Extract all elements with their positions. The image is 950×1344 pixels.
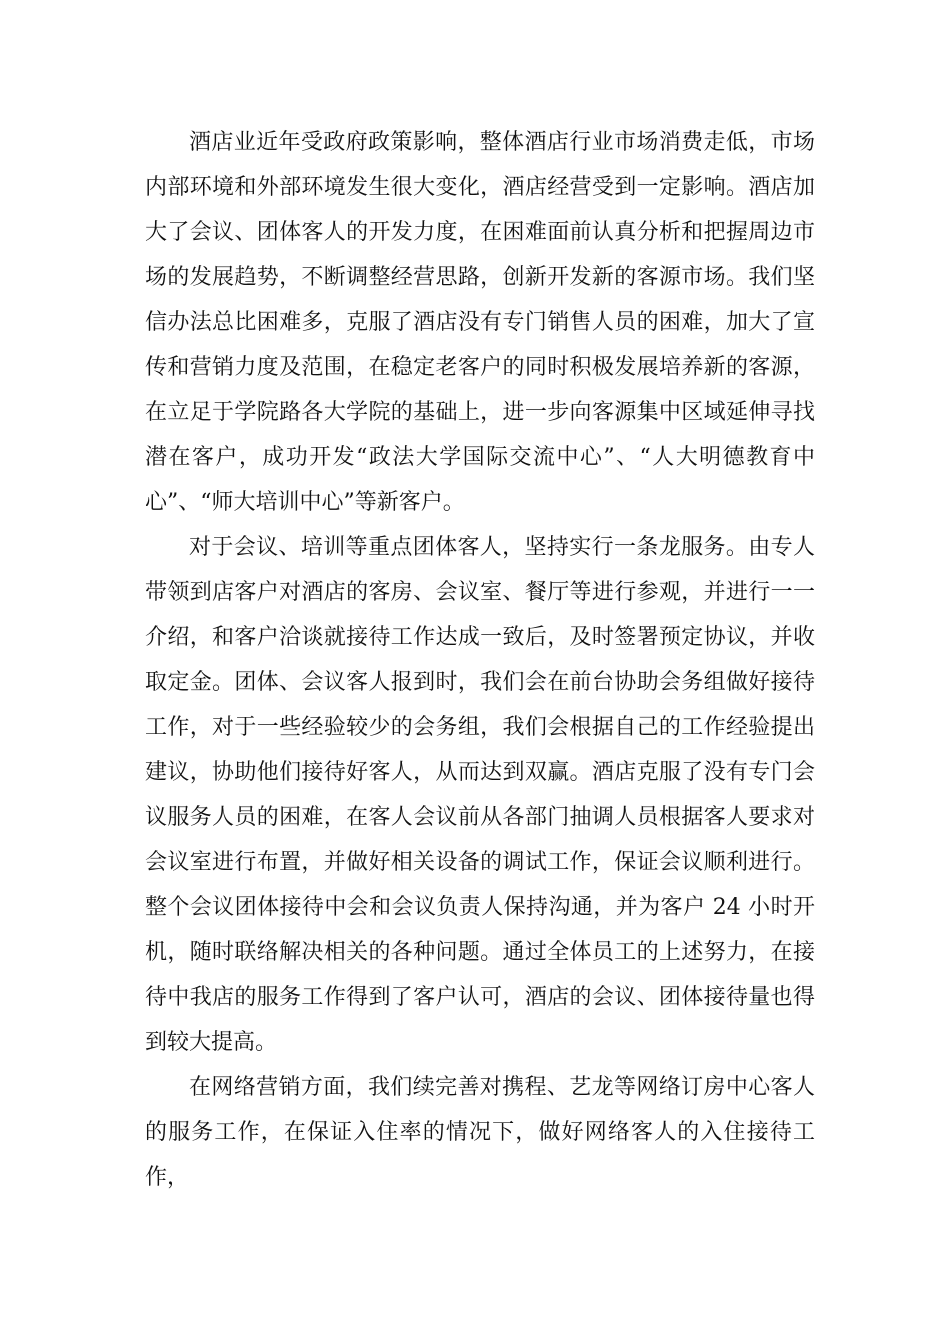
- paragraph-2: 对于会议、培训等重点团体客人，坚持实行一条龙服务。由专人带领到店客户对酒店的客房、会议室、餐厅等进行参观，并进行一一介绍，和客户洽谈就接待工作达成一致后，及时签署预定协议，并收取定金。团体、会议客人报到时，我们会在前台协助会务组做好接待工作，对于一些经验较少的会务组，我们会根据自己的工作经验提出建议，协助他们接待好客人，从而达到双赢。酒店克服了没有专门会议服务人员的困难，在客人会议前从各部门抽调人员根据客人要求对会议室进行布置，并做好相关设备的调试工作，保证会议顺利进行。整个会议团体接待中会和会议负责人保持沟通，并为客户 24 小时开机，随时联络解决相关的各种问题。通过全体员工的上述努力，在接待中我店的服务工作得到了客户认可，酒店的会议、团体接待量也得到较大提高。: [145, 535, 815, 1055]
- paragraph-3: 在网络营销方面，我们续完善对携程、艺龙等网络订房中心客人的服务工作，在保证入住率的情况下，做好网络客人的入住接待工作，: [145, 1075, 815, 1190]
- document-body: [145, 120, 815, 1200]
- paragraph-1: 酒店业近年受政府政策影响，整体酒店行业市场消费走低，市场内部环境和外部环境发生很大变化，酒店经营受到一定影响。酒店加大了会议、团体客人的开发力度，在困难面前认真分析和把握周边市场的发展趋势，不断调整经营思路，创新开发新的客源市场。我们坚信办法总比困难多，克服了酒店没有专门销售人员的困难，加大了宣传和营销力度及范围，在稳定老客户的同时积极发展培养新的客源，在立足于学院路各大学院的基础上，进一步向客源集中区域延伸寻找潜在客户，成功开发“政法大学国际交流中心”、“人大明德教育中心”、“师大培训中心”等新客户。: [145, 130, 815, 515]
